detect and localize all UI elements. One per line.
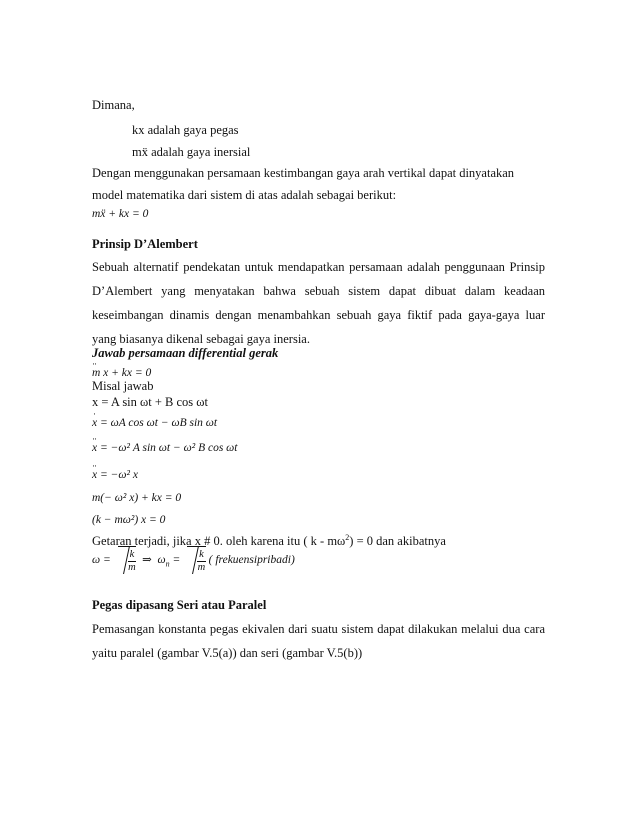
para1-line4: yang biasanya dikenal sebagai gaya inersia. [92,332,310,346]
para1-line3: keseimbangan dinamis dengan menambahkan sebuah gaya fiktif pada gaya-gaya luar [92,308,545,322]
sqrt-1 [118,546,137,575]
equation-substitution: m(− ω² x) + kx = 0 [92,492,182,504]
para2-line1: Pemasangan konstanta pegas ekivalen dari suatu sistem dapat dilakukan melalui dua cara [92,622,545,636]
omega-symbol: ω = [92,554,111,567]
equation-acceleration [92,440,238,456]
getaran-sup: 2 [345,533,350,542]
frac1-den: m [128,561,136,573]
para1-line2: D’Alembert yang menyatakan bahwa sebuah sistem dapat dibuat dalam keadaan [92,284,545,298]
eq-acc-simple-text: ·· x = −ω² x [92,467,138,483]
equation-velocity [92,415,217,431]
equation-natural-frequency [92,546,295,578]
text-kx-def: kx adalah gaya pegas [132,123,239,137]
equation-factored: (k − mω²) x = 0 [92,514,166,526]
text-model: model matematika dari sistem di atas adalah sebagai berikut: [92,188,397,202]
para1-line1: Sebuah alternatif pendekatan untuk mendapatkan persamaan adalah penggunaan Prinsip [92,260,545,274]
frac1-num: k [129,548,135,560]
eq-diff-text: ·· m x + kx = 0 [92,365,151,381]
frac-2 [197,549,206,574]
mx-def-label: adalah gaya inersial [147,145,251,159]
heading-jawab: Jawab persamaan differential gerak [92,346,279,360]
eq-acc-text: ·· x = −ω² A sin ωt − ω² B cos ωt [92,440,238,456]
omega-n-symbol: $\omega_n$ = [157,554,181,569]
heading-pegas: Pegas dipasang Seri atau Paralel [92,598,267,612]
getaran-end: ) = 0 dan akibatnya [349,534,446,549]
natural-frequency-label: ( frekuensipribadi) [208,554,295,567]
frac2-num: k [199,548,204,560]
frac-1 [128,549,137,574]
frac2-den: m [197,561,206,573]
text-mx-def [132,144,250,160]
text-dimana: Dimana, [92,98,135,112]
heading-dalembert: Prinsip D’Alembert [92,237,198,251]
equation-acc-simple [92,467,138,483]
sqrt-2 [187,546,206,575]
text-dengan: Dengan menggunakan persamaan kestimbangan gaya arah vertikal dapat dinyatakan [92,166,515,180]
implies-arrow: ⇒ [139,554,155,567]
para2-line2: yaitu paralel (gambar V.5(a)) dan seri (gambar V.5(b)) [92,646,363,660]
equation-motion: mẍ + kx = 0 [92,208,149,220]
text-x-solution: x = A sin ωt + B cos ωt [92,395,208,409]
text-misal: Misal jawab [92,379,154,393]
mx-symbol: mẍ [132,145,148,159]
eq-velocity-text: · x = ωA cos ωt − ωB sin ωt [92,415,217,431]
getaran-text: Getaran terjadi, jika x # 0. oleh karena itu ( k - mω [92,534,346,549]
